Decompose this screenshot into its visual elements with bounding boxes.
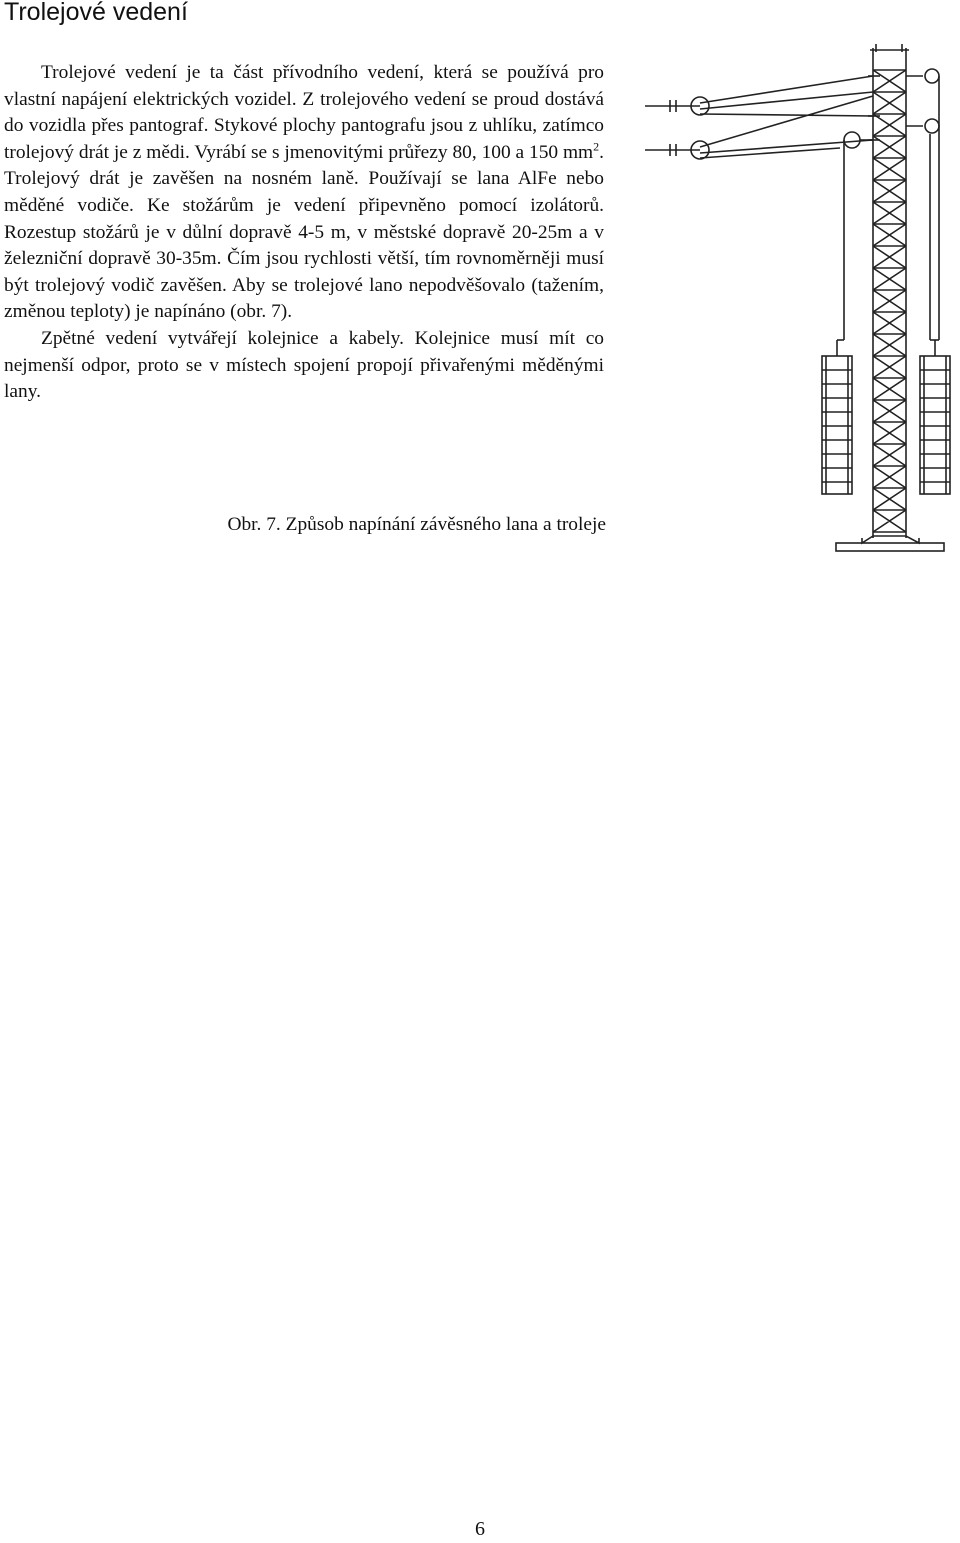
paragraph-1-text-b: . Trolejový drát je zavěšen na nosném laně. Používají se lana AlFe nebo měděné vodiče. Ke stožárům je vedení připevněno pomocí izolátorů. Rozestup stožárů je v důlní dopravě 4-5 m, v městské dopravě 20-25m a v železniční dopravě 30-35m. Čím jsou rychlosti větší, tím rovnoměrněji musí být trolejový vodič zavěšen. Aby se trolejové lano nepodvěšovalo (tažením, změnou teploty) je napínáno (obr. 7). xyxy=(4,141,604,323)
counterweight-left xyxy=(822,340,852,494)
drawing-strokes xyxy=(645,44,950,551)
paragraph-2-text: Zpětné vedení vytvářejí kolejnice a kabely. Kolejnice musí mít co nejmenší odpor, proto se v místech spojení propojí přivařenými měděnými lany. xyxy=(4,327,604,403)
page-title: Trolejové vedení xyxy=(4,0,188,26)
mast-tensioning-figure xyxy=(640,40,960,580)
counterweight-right xyxy=(920,340,950,494)
mast-drawing xyxy=(640,40,960,580)
figure-caption: Obr. 7. Způsob napínání závěsného lana a troleje xyxy=(227,514,606,535)
paragraph-2 xyxy=(4,326,604,406)
paragraph-1 xyxy=(4,60,604,326)
page-number: 6 xyxy=(475,1518,485,1540)
superscript-2: 2 xyxy=(593,139,600,154)
paragraph-1-text-a: Trolejové vedení je ta část přívodního vedení, která se používá pro vlastní napájení elektrických vozidel. Z trolejového vedení se proud dostává do vozidla přes pantograf. Stykové plochy pantografu jsou z uhlíku, zatímco trolejový drát je z mědi. Vyrábí se s jmenovitými průřezy 80, 100 a 150 mm xyxy=(4,62,604,163)
body-text xyxy=(4,60,604,406)
